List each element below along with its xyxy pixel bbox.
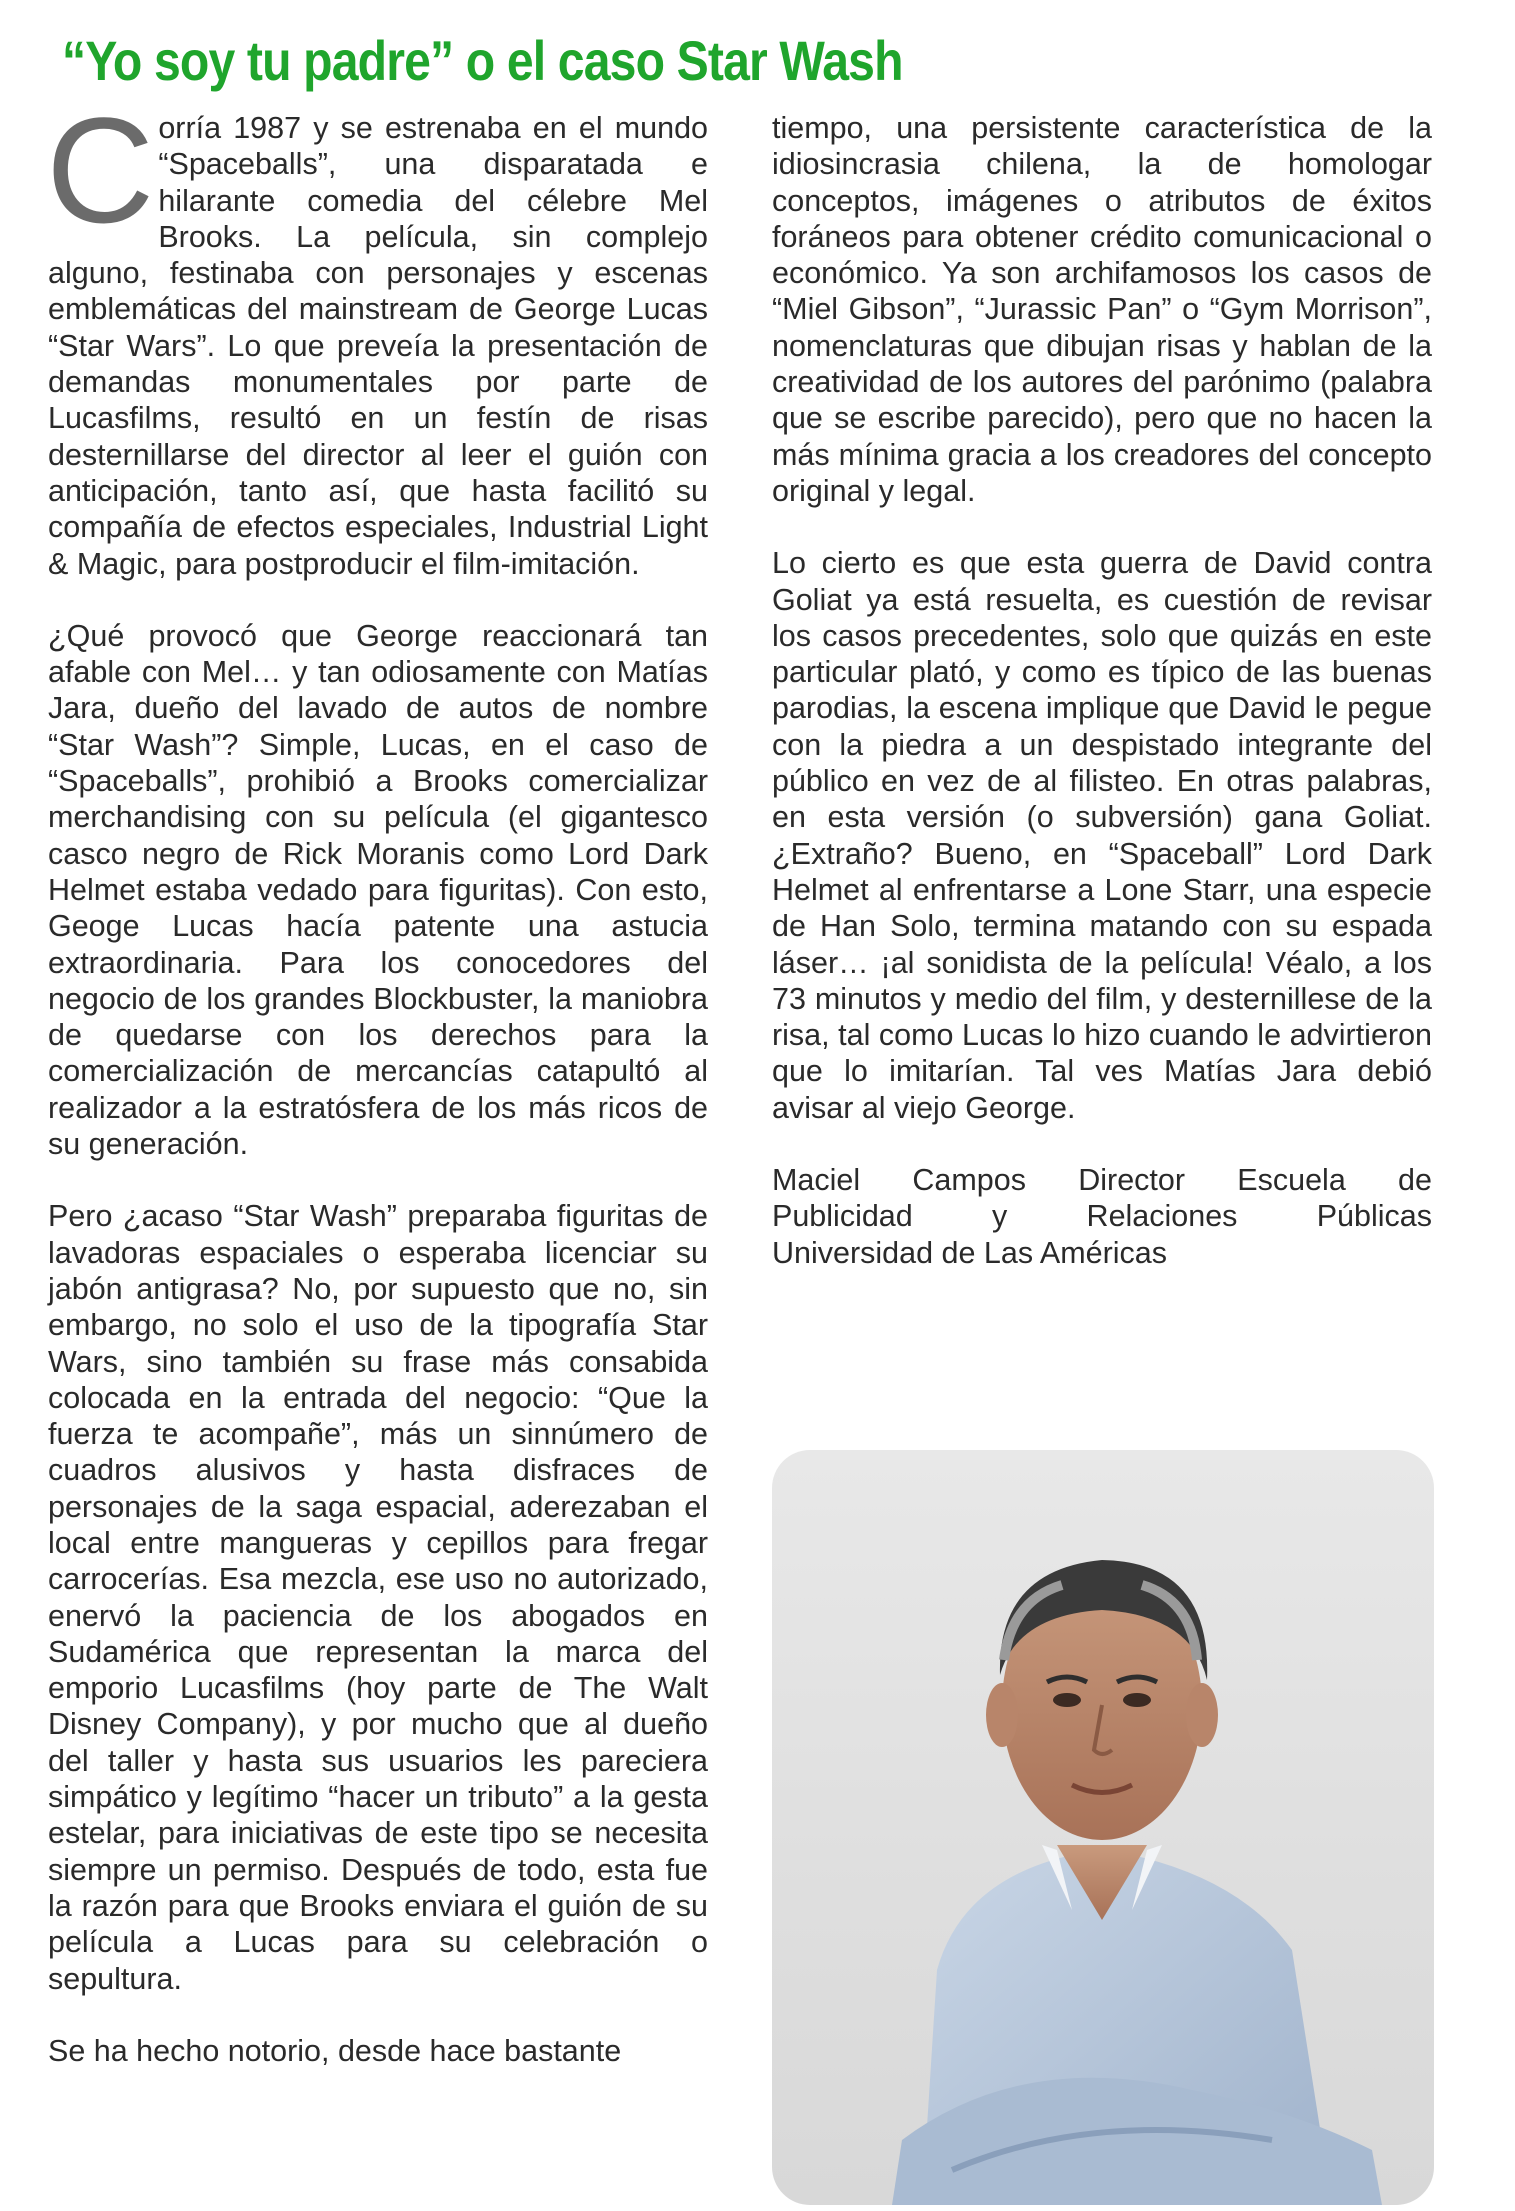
author-byline (772, 1162, 1432, 1271)
author-portrait-illustration (772, 1450, 1434, 2205)
paragraph-5: tiempo, una persistente característica de la idiosincrasia chilena, la de homologar conceptos, imágenes o atributos de éxitos foráneos para obtener crédito comunicacional o económico. Ya son archifamosos los casos de “Miel Gibson”, “Jurassic Pan” o “Gym Morrison”, nomenclaturas que dibujan risas y hablan de la creatividad de los autores del parónimo (palabra que se escribe parecido), pero que no hacen la más mínima gracia a los creadores del concepto original y legal. (772, 111, 1432, 508)
paragraph-6: Lo cierto es que esta guerra de David contra Goliat ya está resuelta, es cuestión de revisar los casos precedentes, solo que quizás en este particular plató, y como es típico de las buenas parodias, la escena implique que David le pegue con la piedra a un despistado integrante del público en vez de al filisteo. En otras palabras, en esta versión (o subversión) gana Goliat. ¿Extraño? Bueno, en “Spaceball” Lord Dark Helmet al enfrentarse a Lone Starr, una especie de Han Solo, termina matando con su espada láser… ¡al sonidista de la película! Véalo, a los 73 minutos y medio del film, y desternillese de la risa, tal como Lucas lo hizo cuando le advirtieron que lo imitarían. Tal ves Matías Jara debió avisar al viejo George. (772, 546, 1432, 1125)
paragraph-2: ¿Qué provocó que George reaccionará tan afable con Mel… y tan odiosamente con Matías Jara, dueño del lavado de autos de nombre “Star Wash”? Simple, Lucas, en el caso de “Spaceballs”, prohibió a Brooks comercializar merchandising con su película (el gigantesco casco negro de Rick Moranis como Lord Dark Helmet estaba vedado para figuritas). Con esto, Geoge Lucas hacía patente una astucia extraordinaria. Para los conocedores del negocio de los grandes Blockbuster, la maniobra de quedarse con los derechos para la comercialización de mercancías catapultó al realizador a la estratósfera de los más ricos de su generación. (48, 618, 708, 1162)
paragraph-3: Pero ¿acaso “Star Wash” preparaba figuritas de lavadoras espaciales o esperaba licenciar su jabón antigrasa? No, por supuesto que no, sin embargo, no solo el uso de la tipografía Star Wars, sino también su frase más consabida colocada en la entrada del negocio: “Que la fuerza te acompañe”, más un sinnúmero de cuadros alusivos y hasta disfraces de personajes de la saga espacial, aderezaban el local entre mangueras y cepillos para fregar carrocerías. Esa mezcla, ese uso no autorizado, enervó la paciencia de los abogados en Sudamérica que representan la marca del emporio Lucasfilms (hoy parte de The Walt Disney Company), y por mucho que al dueño del taller y hasta sus usuarios les pareciera simpático y legítimo “hacer un tributo” a la gesta estelar, para iniciativas de este tipo se necesita siempre un permiso. Después de todo, esta fue la razón para que Brooks enviara el guión de su película a Lucas para su celebración o sepultura. (48, 1199, 708, 1996)
left-column (46, 86, 708, 2105)
paragraph-1-text: orría 1987 y se estrenaba en el mundo “Spaceballs”, una disparatada e hilarante comedia del célebre Mel Brooks. La película, sin complejo alguno, festinaba con personajes y escenas emblemáticas del mainstream de George Lucas “Star Wars”. Lo que preveía la presentación de demandas monumentales por parte de Lucasfilms, resultó en un festín de risas desternillarse del director al leer el guión con anticipación, tanto así, que hasta facilitó su compañía de efectos especiales, Industrial Light & Magic, para postproducir el film-imitación. (48, 111, 708, 581)
author-photo (772, 1450, 1434, 2205)
byline-line-3: Universidad de Las Américas (772, 1235, 1167, 1270)
paragraph-4: Se ha hecho notorio, desde hace bastante (48, 2033, 622, 2068)
article-title: “Yo soy tu padre” o el caso Star Wash (62, 29, 903, 92)
byline-line-2: Publicidad y Relaciones Públicas (772, 1199, 1432, 1234)
byline-line-1: Maciel Campos Director Escuela de (772, 1163, 1432, 1198)
right-column (772, 110, 1432, 1271)
paragraph-1 (46, 86, 708, 582)
drop-cap: C (46, 86, 155, 254)
